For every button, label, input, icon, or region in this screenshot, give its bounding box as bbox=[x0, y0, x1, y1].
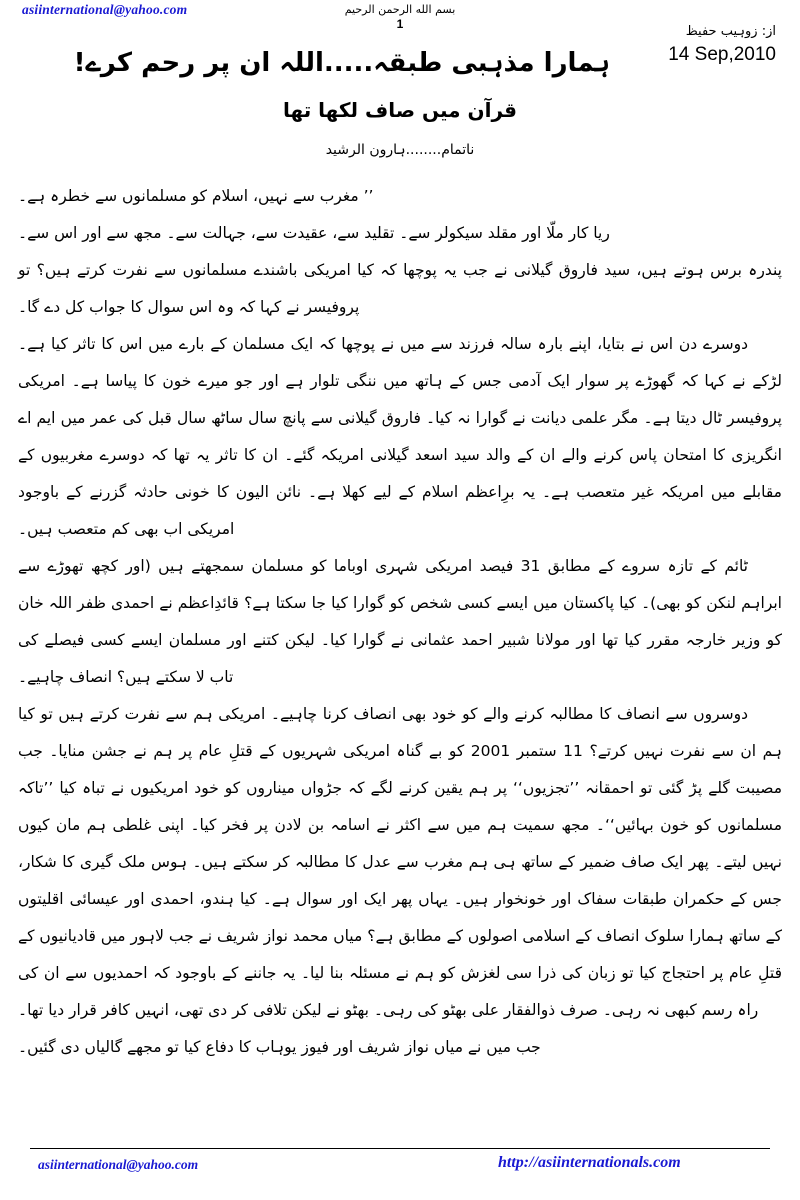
body-paragraph: ٹائم کے تازہ سروے کے مطابق 31 فیصد امریکی شہری اوباما کو مسلمان سمجھتے ہیں (اور کچھ تھوڑے سے ابراہم لنکن کو بھی)۔ کیا پاکستان میں ایسے کسی شخص کو گوارا کیا جا سکتا ہے؟ قائدِاعظم نے احمدی ظفر اللہ خان کو وزیر خارجہ مقرر کیا تھا اور مولانا شبیر احمد عثمانی نے گوارا کیا۔ لیکن کتنے اور مسلمان ایسے کسی فیصلے کی تاب لا سکتے ہیں؟ انصاف چاہیے۔ bbox=[18, 557, 782, 686]
page-number: 1 bbox=[396, 17, 404, 31]
footer-website-link[interactable]: http://asiinternationals.com bbox=[498, 1154, 681, 1171]
article-subtitle: قرآن میں صاف لکھا تھا bbox=[282, 98, 517, 122]
body-paragraph: ’’ مغرب سے نہیں، اسلام کو مسلمانوں سے خطرہ ہے۔ bbox=[18, 187, 374, 205]
body-paragraph: دوسروں سے انصاف کا مطالبہ کرنے والے کو خود بھی انصاف کرنا چاہیے۔ امریکی ہم سے نفرت کرتے ہیں تو کیا ہم ان سے نفرت نہیں کرتے؟ 11 ستمبر 2001 کو بے گناہ امریکی شہریوں کے قتلِ عام پر ہم نے جشن منایا۔ جب مصیبت گلے پڑ گئی تو احمقانہ ’’تجزیوں‘‘ پر ہم یقین کرنے لگے کہ جڑواں میناروں کو خود امریکیوں نے تباہ کیا ’’تاکہ مسلمانوں کو خون بہائیں‘‘۔ مجھ سمیت ہم میں سے اکثر نے اسامہ بن لادن پر فخر کیا۔ اپنی غلطی ہم مان کیوں نہیں لیتے۔ پھر ایک صاف ضمیر کے ساتھ ہی ہم مغرب سے عدل کا مطالبہ کر سکتے ہیں۔ ہوس ملک گیری کا شکار، جس کے حکمران طبقات سفاک اور خونخوار ہیں۔ یہاں پھر ایک اور سوال ہے۔ کیا ہندو، احمدی اور عیسائی اقلیتوں کے ساتھ ہمارا سلوک انصاف کے اسلامی اصولوں کے مطابق ہے؟ میاں محمد نواز شریف نے جب لاہور میں قادیانیوں کے قتلِ عام پر احتجاج کیا تو زبان کی ذرا سی لغزش کو ہم نے مسئلہ بنا لیا۔ یہ جاننے کے باوجود کہ احمدیوں سے ان کی راہ رسم کبھی نہ رہی۔ صرف ذوالفقار علی بھٹو کی رہی۔ بھٹو نے لیکن تلافی کر دی تھی، انہیں کافر قرار دیا تھا۔ bbox=[18, 705, 783, 1019]
header-email-link[interactable]: asiinternational@yahoo.com bbox=[22, 2, 188, 17]
bismillah-heading: بسم الله الرحمن الرحيم bbox=[344, 3, 456, 16]
footer-divider bbox=[30, 1148, 770, 1149]
body-paragraph: پندرہ برس ہوتے ہیں، سید فاروق گیلانی نے جب یہ پوچھا کہ کیا امریکی باشندے مسلمانوں سے نفرت کرتے ہیں؟ تو پروفیسر نے کہا کہ وہ اس سوال کا جواب کل دے گا۔ bbox=[18, 261, 782, 316]
publication-date: 14 Sep,2010 bbox=[668, 44, 776, 65]
article-credit: ناتمام........ہارون الرشید bbox=[325, 142, 475, 158]
footer-email-link[interactable]: asiinternational@yahoo.com bbox=[38, 1157, 199, 1172]
article-body bbox=[18, 178, 782, 1066]
body-paragraph: ریا کار ملّا اور مقلد سیکولر سے۔ تقلید سے، عقیدت سے، جہالت سے۔ مجھ سے اور اس سے۔ bbox=[18, 224, 610, 242]
article-title: ہمارا مذہبی طبقہ.....اللہ ان پر رحم کرے! bbox=[73, 48, 610, 78]
author-byline: از: زوہیب حفیظ bbox=[685, 24, 776, 39]
body-paragraph: دوسرے دن اس نے بتایا، اپنے بارہ سالہ فرزند سے میں نے پوچھا کہ ایک مسلمان کے بارے میں اس کا تاثر کیا ہے۔ لڑکے نے کہا کہ گھوڑے پر سوار ایک آدمی جس کے ہاتھ میں ننگی تلوار ہے اور جو میرے خون کا پیاسا ہے۔ امریکی پروفیسر ٹال دیتا ہے۔ مگر علمی دیانت نے گوارا نہ کیا۔ فاروق گیلانی سے پانچ سال ساٹھ سال قبل کی عمر میں ایم اے انگریزی کا امتحان پاس کرنے والے ان کے والد سید اسعد گیلانی امریکہ گئے۔ ان کا تاثر یہ تھا کہ دوسرے مغربیوں کے مقابلے میں امریکہ غیر متعصب ہے۔ یہ برِاعظم اسلام کے لیے کھلا ہے۔ نائن الیون کا خونی حادثہ گزرنے کے باوجود امریکی اب بھی کم متعصب ہیں۔ bbox=[18, 335, 782, 538]
body-paragraph: جب میں نے میاں نواز شریف اور فیوز یوہاب کا دفاع کیا تو مجھے گالیاں دی گئیں۔ bbox=[18, 1038, 541, 1056]
